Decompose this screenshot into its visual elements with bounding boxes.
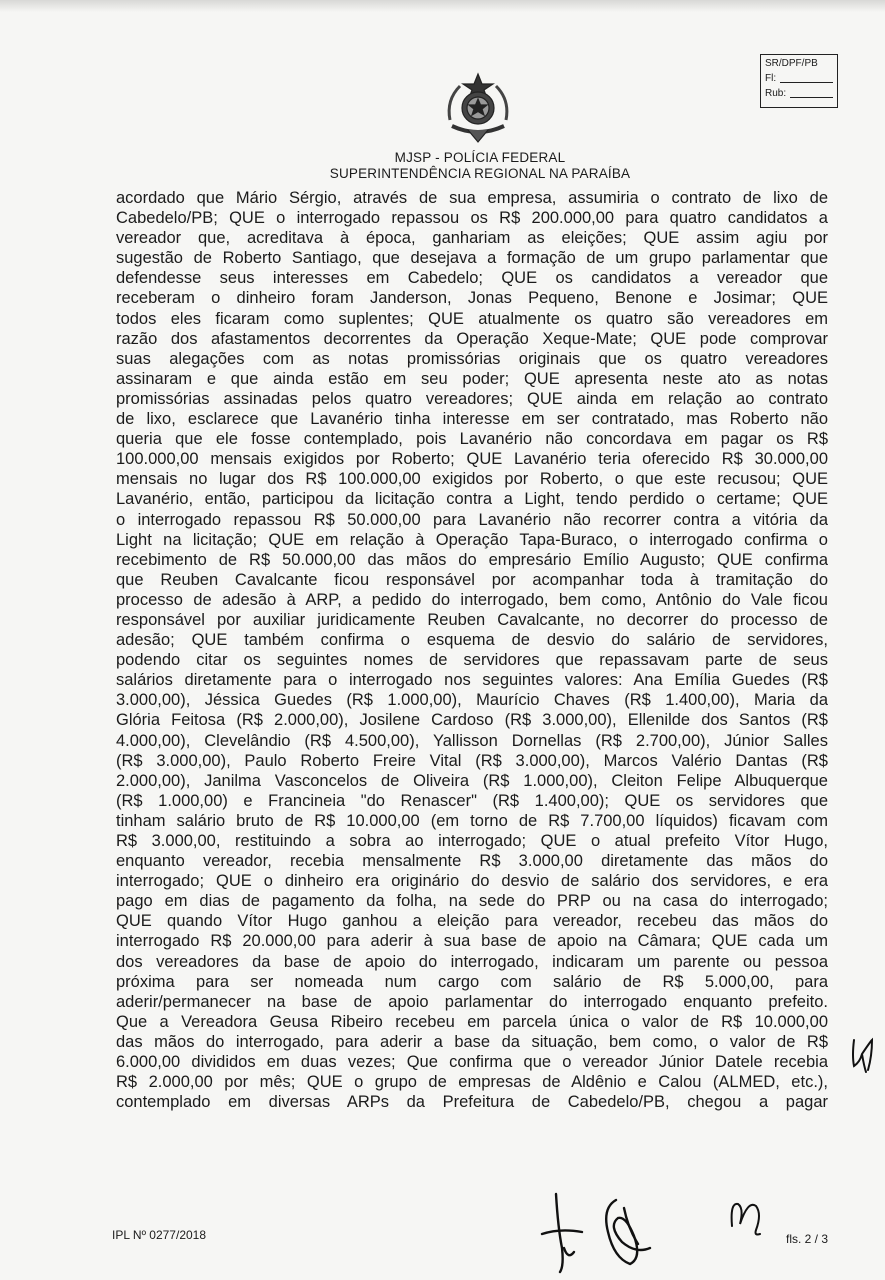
body-line: todos eles ficaram como suplentes; QUE atualmente os quatro são vereadores em <box>116 309 828 328</box>
document-header <box>250 150 710 182</box>
body-line: podendo citar os seguintes nomes de servidores que repassavam parte de seus <box>116 651 828 670</box>
body-line: queria que ele fosse contemplado, pois Lavanério não concordava em pagar os R$ <box>116 430 828 449</box>
body-line: Glória Feitosa (R$ 2.000,00), Josilene Cardoso (R$ 3.000,00), Ellenilde dos Santos (R$ <box>116 711 828 730</box>
ipl-number: IPL Nº 0277/2018 <box>112 1228 207 1242</box>
body-line: (R$ 3.000,00), Paulo Roberto Freire Vital (R$ 3.000,00), Marcos Valério Dantas (R$ <box>116 751 828 770</box>
body-line: (R$ 1.000,00) e Francineia "do Renascer" (R$ 1.400,00); QUE os servidores que <box>116 791 828 810</box>
initials-mark <box>726 1196 770 1240</box>
folio-stamp <box>760 54 838 108</box>
body-line: de lixo, esclarece que Lavanério tinha interesse em ser contratado, mas Roberto não <box>116 410 828 429</box>
body-line: próxima para ser nomeada num cargo com salário de R$ 5.000,00, para <box>116 972 828 991</box>
stamp-fl-label: Fl: <box>765 73 777 84</box>
body-line: tinham salário bruto de R$ 10.000,00 (em torno de R$ 7.700,00 líquidos) ficavam com <box>116 811 828 830</box>
body-line: acordado que Mário Sérgio, através de sua empresa, assumiria o contrato de lixo de <box>116 189 828 207</box>
body-line: R$ 3.000,00, restituindo a sobra ao interrogado; QUE o atual prefeito Vítor Hugo, <box>116 832 828 850</box>
stamp-org: SR/DPF/PB <box>765 58 818 69</box>
header-line-1: MJSP - POLÍCIA FEDERAL <box>394 150 566 165</box>
body-line: Cabedelo/PB; QUE o interrogado repassou os R$ 200.000,00 para quatro candidatos a <box>116 209 828 228</box>
body-line: pago em dias de pagamento da folha, na sede do PRP ou na casa do interrogado; <box>116 892 828 911</box>
body-line: aderir/permanecer na base de apoio parlamentar do interrogado enquanto prefeito. <box>116 992 828 1011</box>
body-line: sugestão de Roberto Santiago, que desejava a formação de um grupo parlamentar que <box>116 249 828 268</box>
coat-of-arms-icon <box>438 70 518 146</box>
body-line: 2.000,00), Janilma Vasconcelos de Oliveira (R$ 1.000,00), Cleiton Felipe Albuquerque <box>116 771 828 790</box>
body-line: que Reuben Cavalcante ficou responsável por acompanhar toda à tramitação do <box>116 570 828 589</box>
body-line: 3.000,00), Jéssica Guedes (R$ 1.000,00), Maurício Chaves (R$ 1.400,00), Maria da <box>116 691 828 710</box>
body-line: 6.000,00 divididos em duas vezes; Que confirma que o vereador Júnior Datele recebia <box>116 1053 828 1072</box>
body-line: salários diretamente para o interrogado nos seguintes valores: Ana Emília Guedes (R$ <box>116 671 828 690</box>
header-line-2: SUPERINTENDÊNCIA REGIONAL NA PARAÍBA <box>329 166 631 181</box>
page-edge-shadow <box>0 0 885 12</box>
stamp-rub-line <box>765 86 833 101</box>
body-line: dos vereadores da base de apoio do interrogado, indicaram um parente ou pessoa <box>116 952 828 971</box>
body-line: assinaram e que ainda estão em seu poder; QUE apresenta neste ato as notas <box>116 369 828 388</box>
body-line: Lavanério, então, participou da licitação contra a Light, tendo perdido o certame; QUE <box>116 490 828 509</box>
body-line: 100.000,00 mensais exigidos por Roberto; QUE Lavanério teria oferecido R$ 30.000,00 <box>116 450 828 469</box>
body-line: contemplado em diversas ARPs da Prefeitura de Cabedelo/PB, chegou a pagar <box>116 1093 828 1112</box>
body-line: suas alegações com as notas promissórias originais que os quatro vereadores <box>116 349 828 368</box>
body-line: Que a Vereadora Geusa Ribeiro recebeu em parcela única o valor de R$ 10.000,00 <box>116 1012 828 1031</box>
body-line: recebimento de R$ 50.000,00 das mãos do empresário Emílio Augusto; QUE confirma <box>116 550 828 569</box>
page-number: fls. 2 / 3 <box>786 1232 829 1246</box>
stamp-fl-line <box>765 71 833 86</box>
body-line: das mãos do interrogado, para aderir a base da situação, bem como, o valor de R$ <box>116 1032 828 1051</box>
stamp-rub-label: Rub: <box>765 88 787 99</box>
body-line: receberam o dinheiro foram Janderson, Jonas Pequeno, Benone e Josimar; QUE <box>116 289 828 308</box>
body-line: defendesse seus interesses em Cabedelo; QUE os candidatos a vereador que <box>116 269 828 288</box>
body-line: Light na licitação; QUE em relação à Operação Tapa-Buraco, o interrogado confirma o <box>116 530 828 549</box>
body-line: enquanto vereador, recebia mensalmente R$ 3.000,00 diretamente das mãos do <box>116 852 828 871</box>
testimony-body <box>116 188 828 1112</box>
body-line: processo de adesão à ARP, a pedido do interrogado, bem como, Antônio do Vale ficou <box>116 590 828 609</box>
body-line: vereador que, acreditava à época, ganhariam as eleições; QUE assim agiu por <box>116 229 828 248</box>
body-line: interrogado R$ 20.000,00 para aderir à sua base de apoio na Câmara; QUE cada um <box>116 932 828 951</box>
body-line: QUE quando Vítor Hugo ganhou a eleição para vereador, recebeu das mãos do <box>116 912 828 931</box>
body-line: 4.000,00), Clevelândio (R$ 4.500,00), Yallisson Dornellas (R$ 2.700,00), Júnior Salles <box>116 731 828 750</box>
body-line: responsável por auxiliar juridicamente Reuben Cavalcante, no decorrer do processo de <box>116 610 828 629</box>
margin-initials-mark <box>848 1036 878 1076</box>
signature-mark <box>538 1188 678 1276</box>
body-line: mensais no lugar dos R$ 100.000,00 exigidos por Roberto, o que este recusou; QUE <box>116 470 828 489</box>
body-line: R$ 2.000,00 por mês; QUE o grupo de empresas de Aldênio e Calou (ALMED, etc.), <box>116 1073 828 1092</box>
body-line: interrogado; QUE o dinheiro era originário do desvio de salário dos servidores, e era <box>116 872 828 891</box>
body-line: promissórias assinadas pelos quatro vereadores; QUE ainda em relação ao contrato <box>116 389 828 408</box>
body-line: adesão; QUE também confirma o esquema de desvio do salário de servidores, <box>116 631 828 650</box>
body-line: razão dos afastamentos decorrentes da Operação Xeque-Mate; QUE pode comprovar <box>116 329 828 348</box>
body-line: o interrogado repassou R$ 50.000,00 para Lavanério não recorrer contra a vitória da <box>116 510 828 529</box>
